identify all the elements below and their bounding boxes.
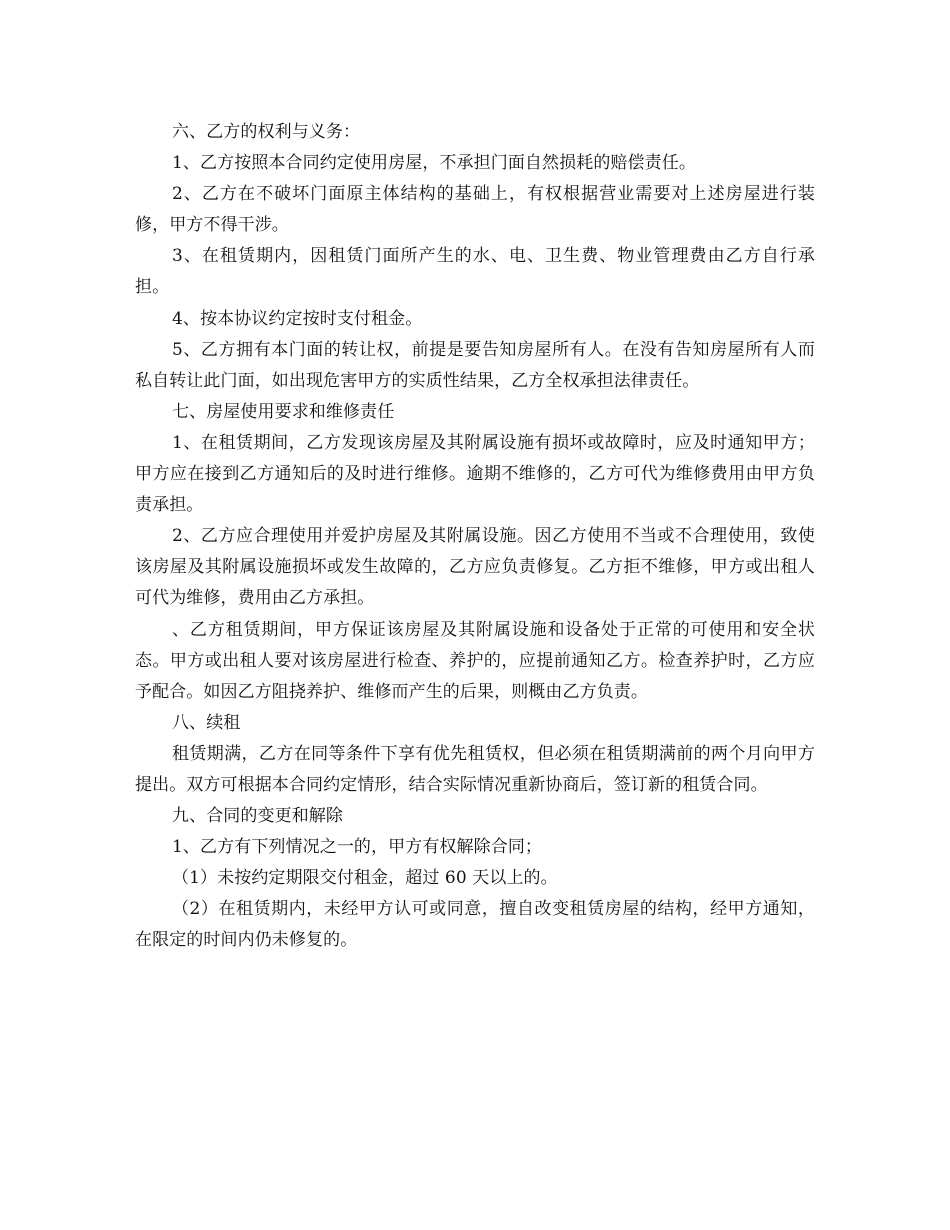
paragraph-6-4: 4、按本协议约定按时支付租金。 — [172, 308, 423, 329]
paragraph-9-1: 1、乙方有下列情况之一的，甲方有权解除合同； — [172, 837, 543, 858]
paragraph-6-1: 1、乙方按照本合同约定使用房屋，不承担门面自然损耗的赔偿责任。 — [172, 153, 696, 174]
paragraph-8-1: 租赁期满，乙方在同等条件下享有优先租赁权，但必须在租赁期满前的两个月向甲方提出。双方可根据本合同约定情形，结合实际情况重新协商后，签订新的租赁合同。 — [135, 743, 815, 795]
section-heading-8: 八、续租 — [172, 712, 241, 733]
paragraph-6-3: 3、在租赁期内，因租赁门面所产生的水、电、卫生费、物业管理费由乙方自行承担。 — [135, 246, 815, 298]
paragraph-9-1-2: （2）在租赁期内，未经甲方认可或同意，擅自改变租赁房屋的结构，经甲方通知，在限定的时间内仍未修复的。 — [135, 899, 815, 951]
document-page — [135, 117, 815, 957]
paragraph-7-2: 2、乙方应合理使用并爱护房屋及其附属设施。因乙方使用不当或不合理使用，致使该房屋及其附属设施损坏或发生故障的，乙方应负责修复。乙方拒不维修，甲方或出租人可代为维修，费用由乙方承担。 — [135, 526, 815, 609]
section-heading-7: 七、房屋使用要求和维修责任 — [172, 401, 395, 422]
paragraph-6-2: 2、乙方在不破坏门面原主体结构的基础上，有权根据营业需要对上述房屋进行装修，甲方不得干涉。 — [135, 184, 815, 236]
paragraph-7-1: 1、在租赁期间，乙方发现该房屋及其附属设施有损坏或故障时，应及时通知甲方；甲方应在接到乙方通知后的及时进行维修。逾期不维修的，乙方可代为维修费用由甲方负责承担。 — [135, 432, 815, 516]
paragraph-9-1-1: （1）未按约定期限交付租金，超过 60 天以上的。 — [172, 868, 558, 889]
section-heading-9: 九、合同的变更和解除 — [172, 806, 343, 827]
section-heading-6: 六、乙方的权利与义务： — [172, 122, 361, 142]
paragraph-7-3: 、乙方租赁期间，甲方保证该房屋及其附属设施和设备处于正常的可使用和安全状态。甲方或出租人要对该房屋进行检查、养护的，应提前通知乙方。检查养护时，乙方应予配合。如因乙方阻挠养护、维修而产生的后果，则概由乙方负责。 — [135, 619, 815, 702]
paragraph-6-5: 5、乙方拥有本门面的转让权，前提是要告知房屋所有人。在没有告知房屋所有人而私自转让此门面，如出现危害甲方的实质性结果，乙方全权承担法律责任。 — [135, 339, 815, 391]
